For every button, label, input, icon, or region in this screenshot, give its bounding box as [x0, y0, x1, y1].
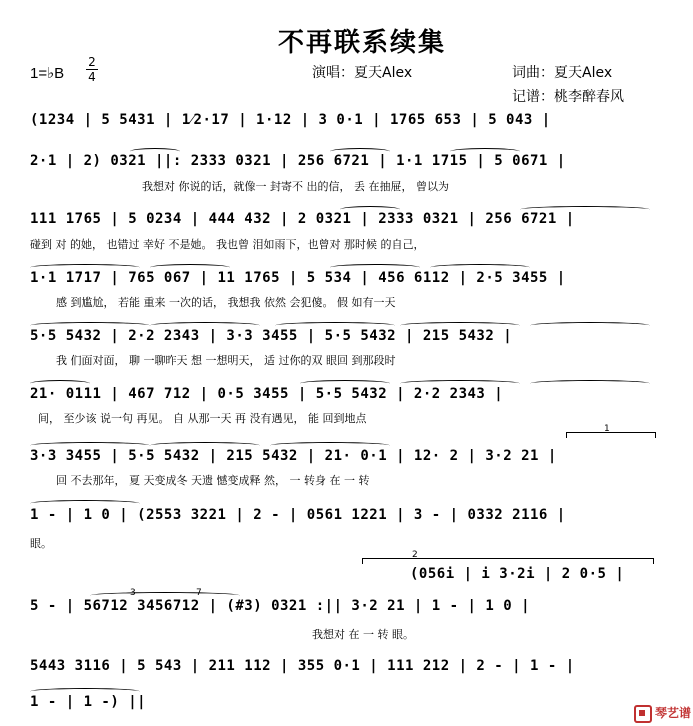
slur-mark [400, 322, 520, 329]
volta-bracket-1 [566, 432, 656, 433]
slur-mark [450, 148, 520, 155]
slur-mark [330, 148, 390, 155]
triplet-mark-3: 3 [130, 588, 136, 598]
lyrics-row-5: 我 们面对面， 聊 一聊昨天 想 一想明天， 适 过你的双 眼回 到那段时 [56, 354, 396, 367]
time-signature [86, 56, 98, 83]
score-row-7: 3·3 3455 | 5·5 5432 | 215 5432 | 21· 0·1 | 12· 2 | 3·2 21 | [30, 448, 557, 464]
key-signature: 1=♭B [30, 65, 65, 82]
score-row-11: 5443 3116 | 5 543 | 211 112 | 355 0·1 | 111 212 | 2 - | 1 - | [30, 658, 575, 674]
score-row-1: (1234 | 5 5431 | 1⁄2·17 | 1·12 | 3 0·1 | 1765 653 | 5 043 | [30, 112, 551, 128]
watermark [634, 704, 691, 723]
time-signature-bottom: 4 [88, 70, 96, 84]
score-row-2: 2·1 | 2) 0321 ||: 2333 0321 | 256 6721 | 1·1 1715 | 5 0671 | [30, 153, 566, 169]
volta-2-label: 2 [412, 550, 418, 560]
slur-mark [90, 592, 240, 599]
slur-mark [530, 380, 650, 387]
score-row-3: 111 1765 | 5 0234 | 444 432 | 2 0321 | 2333 0321 | 256 6721 | [30, 211, 575, 227]
slur-mark [400, 380, 520, 387]
slur-mark [30, 500, 140, 507]
watermark-text: 琴艺谱 [655, 706, 692, 720]
score-row-8: 1 - | 1 0 | (2553 3221 | 2 - | 0561 1221 | 3 - | 0332 2116 | [30, 507, 566, 523]
triplet-mark-7: 7 [196, 588, 202, 598]
slur-mark [270, 442, 390, 449]
score-row-6: 21· 0111 | 467 712 | 0·5 3455 | 5·5 5432 | 2·2 2343 | [30, 386, 504, 402]
slur-mark [300, 380, 390, 387]
slur-mark [30, 264, 140, 271]
slur-mark [330, 264, 420, 271]
slur-mark [275, 322, 395, 329]
lyrics-row-10: 我想对 在 一 转 眼。 [312, 628, 414, 641]
slur-mark [520, 206, 650, 213]
slur-mark [150, 442, 260, 449]
volta-bracket-2 [362, 558, 654, 559]
score-row-4: 1·1 1717 | 765 067 | 11 1765 | 5 534 | 456 6112 | 2·5 3455 | [30, 270, 566, 286]
qinyipu-logo-icon [634, 705, 652, 723]
singer-credit: 演唱：夏天Alex [312, 65, 413, 81]
composer-credit: 词曲：夏天Alex [512, 65, 613, 81]
volta-1-label: 1 [604, 424, 610, 434]
score-row-10: 5 - | 56712 3456712 | (#3) 0321 :|| 3·2 21 | 1 - | 1 0 | [30, 598, 531, 614]
score-row-5: 5·5 5432 | 2·2 2343 | 3·3 3455 | 5·5 5432 | 215 5432 | [30, 328, 513, 344]
slur-mark [130, 148, 180, 155]
slur-mark [30, 380, 90, 387]
slur-mark [150, 322, 260, 329]
slur-mark [30, 442, 150, 449]
slur-mark [30, 322, 150, 329]
transcriber-credit: 记谱：桃李醉春风 [512, 89, 624, 105]
slur-mark [30, 688, 140, 695]
lyrics-row-8: 眼。 [30, 537, 52, 550]
time-signature-top: 2 [88, 55, 96, 69]
lyrics-row-7: 回 不去那年， 夏 天变成冬 天遗 憾变成释 然， 一 转身 在 一 转 [56, 474, 370, 487]
lyrics-row-3: 碰到 对 的她， 也错过 幸好 不是她。 我也曾 泪如雨下，也曾对 那时候 的自己， [30, 238, 425, 251]
slur-mark [340, 206, 400, 213]
score-row-9: (056i | i 3·2i | 2 0·5 | [410, 566, 625, 582]
slur-mark [530, 322, 650, 329]
slur-mark [430, 264, 530, 271]
score-row-12: 1 - | 1 -) || [30, 694, 147, 710]
lyrics-row-6: 间， 至少该 说一句 再见。 自 从那一天 再 没有遇见， 能 回到地点 [38, 412, 367, 425]
lyrics-row-2: 我想对 你说的话，就像一 封寄不 出的信， 丢 在抽屉， 曾以为 [142, 180, 449, 193]
song-title: 不再联系续集 [278, 28, 447, 58]
lyrics-row-4: 感 到尴尬， 若能 重来 一次的话， 我想我 依然 会犯傻。 假 如有一天 [56, 296, 396, 309]
slur-mark [150, 264, 230, 271]
